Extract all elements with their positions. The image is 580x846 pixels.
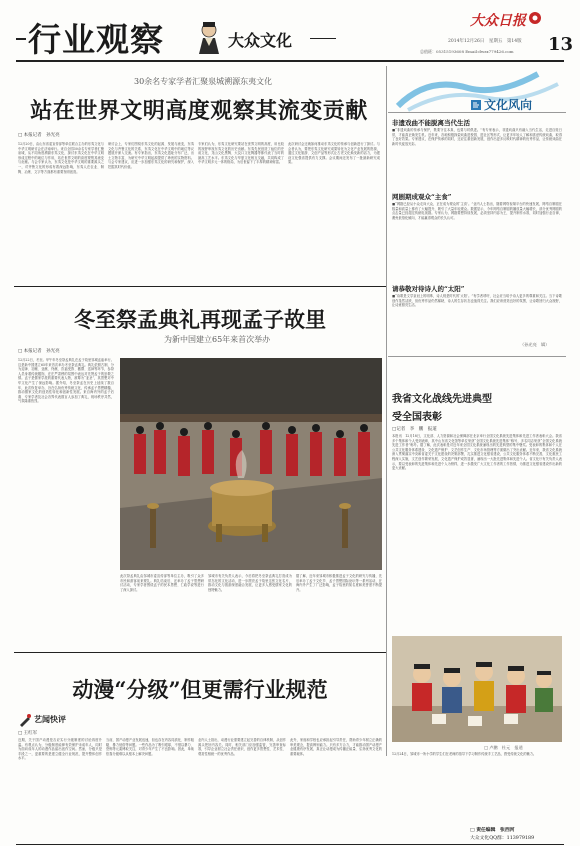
lead-headline: 站在世界文明高度观察其流变贡献 (30, 98, 368, 124)
sidebar-item3-body: ■“诗歌是文学皇冠上的明珠，诗人则是时代的‘太阳’。”有学者呼吁，社会应当给予诗人更多的尊重和关注。当下诗歌创作虽然活跃，但优秀作品仍然稀缺，诗人的生存状态也值得关注。我们应该营造良好的氛围，让诗歌回归大众视野，让诗意照亮生活。 (392, 294, 562, 308)
third-body-col1: 近期，关于国产动漫是否应实行分级制度的讨论再度升温。有观点认为，分级制度能够有效保护未成年人，同时为面向成年人的动漫作品留出创作空间。然而，分级只是手段之一，更重要的是建立健全行业规范，提升整体创作水平。 (18, 738, 102, 761)
lead-story (14, 66, 384, 284)
lead-body-col4: 此次研讨会还就如何推动东夷文化的传承与创新进行了探讨。与会者认为，要把东夷文化研究成果转化为文化产业发展的资源，通过文化旅游、文创产品等形式让古老文化焕发新的活力，为建设文化强省提供有力支撑。会议期间还发布了一批最新研究成果。 (288, 142, 380, 165)
page-number: 13 (548, 34, 574, 55)
date-line: 2014年12月26日 星期五 第14版 (448, 39, 522, 44)
sidebar-item3-title: 请恭敬对待诗人的“太阳” (392, 285, 465, 293)
second-body-col4: 据了解，近年来邹城市积极推进孟子文化的研究与传播，先后举办了孟子文化节、孟子思想国际论坛等一系列活动，在海内外产生了广泛影响，孟子故里的知名度和美誉度不断提升。 (296, 574, 382, 592)
right-byline: □记者 李 鹏 报道 (392, 427, 437, 432)
third-body-col4: 此外，家庭和学校也应承担起引导责任，帮助青少年树立正确的审美观念，提高辨别能力。只有多方合力，才能推动国产动漫产业健康有序发展，真正让动漫成为传播正能量、弘扬优秀文化的重要载体。 (290, 738, 382, 756)
lead-body-col2: 研讨会上，专家们围绕东夷文化的起源、发展与流变，东夷文化与齐鲁文化的关系，东夷文化在中华文明中的地位等议题展开深入交流。有专家指出，东夷文化遗址分布广泛，出土文物丰富，为研究中华文明起源提供了珍贵的实物资料。与会专家建议，应进一步加强东夷文化的研究和保护，深入挖掘其时代价值。 (108, 142, 194, 169)
third-byline: □ 王红军 (18, 731, 38, 736)
second-body-col1: 12月22日，冬至。甲午年冬至祭孟典礼在孟子故里邹城孟庙举行。这是新中国建立65年来首次举办冬至祭孟典礼。典礼依照古制，分为迎神、初献、亚献、终献、饮福受胙、撤馔、送神等环节，参祭人员身着传统服饰，在庄严肃穆的氛围中表达对先贤孟子的崇敬之情。孟子是儒家学派的重要代表人物，被尊为“亚圣”，其思想对中华文化产生了深远影响。据介绍，冬至祭孟在历史上延续了数百年，此次恢复举办，旨在弘扬优秀传统文化，传承孟子思想精髓，推动儒家文化的创造性转化和创新性发展。来自海内外的孟子后裔、专家学者及社会各界代表数百人参加了典礼，现场秩序井然，气氛隆重热烈。 (18, 358, 114, 404)
children-photo (392, 636, 562, 742)
qq-line: 大众文化QQ群：113979189 (470, 836, 535, 841)
third-story (14, 656, 386, 842)
section-subtitle: 大众文化 (228, 31, 293, 50)
sidebar-label: 文化风向 (484, 98, 533, 112)
right-body: 本报讯 12月18日，文化部、人力资源和社会保障部在北京举行全国文化系统先进集体和先进工作者表彰大会。我省多个集体和个人受到表彰，其中山东省文化馆等单位荣获“全国文化系统先进集体”称号，多名同志荣获“全国文化系统先进工作者”称号。据了解，此次表彰是对近年来全国文化系统涌现出的先进典型的集中褒奖。受表彰的集体和个人在公共文化服务体系建设、文化遗产保护、文艺创作生产、文化市场管理等方面做出了突出贡献。近年来，我省文化系统深入贯彻落实中央和省委关于文化建设的决策部署，扎实推进文化强省建设，公共文化服务体系不断完善，文化惠民工程深入实施，文艺创作繁荣发展，文化遗产保护成效显著，涌现出一大批先进集体和先进个人。省文化厅有关负责人表示，要以受表彰的先进集体和先进个人为榜样，进一步激发广大文化工作者的工作热情，为推进文化强省建设作出新的更大贡献。 (392, 434, 562, 471)
second-byline: □ 本报记者 孙光亮 (18, 349, 60, 354)
editor-line: □ 责任编辑 张西河 (470, 827, 515, 833)
second-subhead: 为新中国建立65年来首次举办 (164, 335, 271, 344)
contact-line: 总值班：05315193608 Email:dwzx779426.com (420, 49, 514, 54)
sidebar-item3-byline: （孙光亮 辑） (520, 342, 550, 347)
right-photo-caption: □ 卢鹏 杜元 报道 (484, 745, 523, 750)
third-body-col2: 当前，国产动漫产业发展迅速，但也存在内容同质化、制作粗糙、暴力低俗等问题。一些作品为了吸引眼球，不惜以暴力、恐怖等元素博取关注，对青少年产生了不良影响。因此，单纯依靠分级难以从根本上解决问题。 (106, 738, 194, 756)
third-body-col3: 业内人士指出，动漫行业需要建立起完善的自律机制，从创作源头把好内容关。同时，相关部门应加强监管，完善审查标准，引导企业树立社会责任意识，创作更多思想性、艺术性、观赏性相统一的优秀作品。 (198, 738, 286, 756)
paper-logo: 大众日报 (470, 13, 526, 29)
sidebar-item2-body: ■“网剧已经从小众走向大众，正在成为观众的‘主食’。”业内人士指出，随着网络视频平台的快速发展，网络自制剧在数量和质量上都有了大幅提升，吸引了大量年轻观众。数据显示，今年网络自制剧的播放量大幅增长，部分优秀网剧的点击量已经超过传统电视剧。专家认为，网剧要想持续发展，必须坚持内容为王，提升制作水准，同时加强行业自律，避免低俗化倾向，才能赢得观众的长久认可。 (392, 202, 562, 220)
column-label: 艺闻快评 (34, 714, 66, 724)
right-story (388, 360, 566, 780)
right-headline-1: 我省文化战线先进典型 (392, 394, 492, 405)
second-body-col2: 此次祭孟典礼由邹城市委宣传部等单位主办，吸引了众多市民和游客前来观礼。典礼结束后，还举办了孟子思想研讨活动，专家学者围绕孟子的民本思想、仁政学说等进行了深入探讨。 (120, 574, 204, 592)
lead-byline: □ 本报记者 孙光亮 (18, 133, 60, 138)
sidebar-item2-title: 网剧期成观众“主食” (392, 193, 452, 201)
section-title: 行业观察 (28, 20, 164, 59)
sidebar-item1-title: 非遗戏曲不能脱离当代生活 (392, 119, 470, 127)
sidebar-item1-body: ■“非遗戏曲的传承与保护，既要守住本真，也要与时俱进。”有专家表示，非遗戏曲只有融入当代生活，走进百姓日常，才能真正焕发生机。近年来，各地积极探索戏曲进校园、进社区等形式，让更多年轻人了解和喜爱传统戏曲，取得了良好效果。专家建议，在保护传承的同时，还应注重创新发展，创作出更多反映时代精神的优秀作品，让传统戏曲在新时代绽放光彩。 (392, 128, 562, 146)
right-headline-2: 受全国表彰 (392, 412, 442, 423)
sidebar-column (388, 66, 566, 351)
footer-box (470, 826, 566, 844)
ceremony-photo (120, 358, 382, 570)
mascot-icon (195, 20, 223, 54)
second-story (14, 290, 386, 650)
right-caption-body: 12月24日，邹城市一所小学的学生们在老师的指导下学习制作传统手工艺品，感受传统文化的魅力。 (392, 752, 537, 756)
second-headline: 冬至祭孟典礼再现孟子故里 (74, 307, 326, 332)
lead-body-col3: 专家们认为，东夷文化研究要站在世界文明的高度，用比较的视野审视东夷文化的历史贡献。东夷先民创造了灿烂的史前文化，龙山文化黑陶、大汶口文化陶器等都代表了当时的最高工艺水平。东夷文化与华夏文化相互交融，共同构成了中华文明多元一体的格局，为后世留下了丰厚的精神财富。 (198, 142, 284, 165)
lead-kicker: 30余名专家学者汇聚泉城溯源东夷文化 (134, 77, 273, 86)
brush-icon (18, 712, 32, 726)
lead-body-col1: 12月20日，由山东省委宣传部等单位联合主办的东夷文化与中华文明研讨会在济南举行。来自全国30余名专家学者汇聚泉城，从不同角度溯源东夷文化，探讨东夷文化在中华文明形成过程中的地位与作用，站在世界文明的高度观察其流变与贡献。与会专家认为，东夷文化是中华文明的重要源头之一，对齐鲁文化的形成有着深远影响，东夷人在农业、制陶、冶炼、文字等方面都有重要发明创造。 (18, 142, 104, 174)
second-body-col3: 邹城市有关负责人表示，今后将把冬至祭孟典礼打造成为常态化的文化活动，进一步擦亮孟子故里这张文化名片，推动文化与旅游深度融合发展，让更多人感受儒家文化的独特魅力。 (208, 574, 292, 592)
logo-mark-icon (528, 10, 542, 24)
masthead (0, 0, 580, 62)
wind-icon (470, 96, 482, 108)
third-headline: 动漫“分级”但更需行业规范 (72, 677, 328, 702)
